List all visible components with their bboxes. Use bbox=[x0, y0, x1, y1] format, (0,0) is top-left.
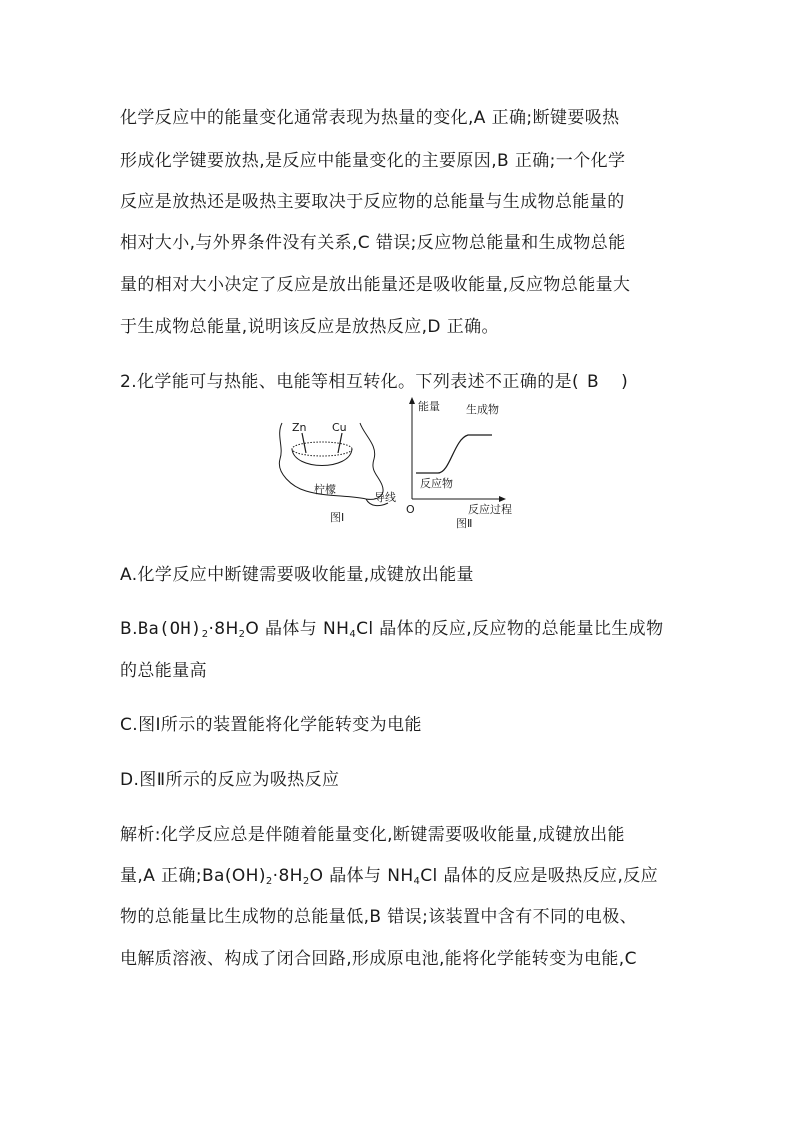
analysis-line-3: 物的总能量比生成物的总能量低,B 错误;该装置中含有不同的电极、 bbox=[120, 907, 637, 927]
analysis-sub-2b: 2 bbox=[302, 876, 310, 887]
y-axis-arrow bbox=[409, 397, 415, 404]
product-label: 生成物 bbox=[466, 403, 499, 416]
wire-label: 导线 bbox=[374, 491, 396, 504]
figure-1-lemon-cell bbox=[279, 421, 396, 524]
x-axis-arrow bbox=[499, 496, 506, 502]
option-b-o: O 晶体与 NH bbox=[245, 619, 350, 639]
figure-2-caption: 图Ⅱ bbox=[456, 517, 473, 530]
text-line-1: 化学反应中的能量变化通常表现为热量的变化,A 正确;断键要吸热 bbox=[120, 108, 620, 128]
text-line-4: 相对大小,与外界条件没有关系,C 错误;反应物总能量和生成物总能 bbox=[120, 233, 626, 253]
text-line-6: 于生成物总能量,说明该反应是放热反应,D 正确。 bbox=[120, 317, 499, 337]
zn-label: Zn bbox=[292, 421, 307, 434]
y-axis-label: 能量 bbox=[418, 400, 440, 413]
question-close: ) bbox=[621, 372, 629, 392]
option-b-prefix: B. bbox=[120, 619, 138, 639]
option-c: C.图Ⅰ所示的装置能将化学能转变为电能 bbox=[120, 715, 422, 735]
analysis-line-2-b: ·8H bbox=[272, 866, 303, 886]
option-b-mid: ·8H bbox=[208, 619, 239, 639]
analysis-line-2 bbox=[120, 866, 658, 886]
lemon-label: 柠檬 bbox=[314, 483, 336, 496]
question-stem bbox=[120, 372, 628, 392]
option-b-formula-ba: Ba(OH) bbox=[137, 619, 202, 639]
option-d: D.图Ⅱ所示的反应为吸热反应 bbox=[120, 770, 340, 790]
analysis-line-4: 电解质溶液、构成了闭合回路,形成原电池,能将化学能转变为电能,C bbox=[120, 949, 637, 969]
text-line-3: 反应是放热还是吸热主要取决于反应物的总能量与生成物总能量的 bbox=[120, 192, 625, 212]
option-b-line-2: 的总能量高 bbox=[120, 661, 207, 681]
option-b-rest: Cl 晶体的反应,反应物的总能量比生成物 bbox=[356, 619, 664, 639]
option-b-sub-4: 4 bbox=[349, 629, 357, 640]
figure-2-energy-chart bbox=[406, 397, 512, 530]
question-figure bbox=[270, 395, 530, 535]
analysis-sub-2: 2 bbox=[265, 876, 273, 887]
analysis-sub-4: 4 bbox=[413, 876, 421, 887]
option-b bbox=[120, 619, 663, 639]
beaker-body bbox=[292, 449, 352, 466]
analysis-line-1: 解析:化学反应总是伴随着能量变化,断键需要吸收能量,成键放出能 bbox=[120, 825, 625, 845]
reactant-label: 反应物 bbox=[420, 477, 453, 490]
analysis-line-2-a: 量,A 正确;Ba(OH) bbox=[120, 866, 266, 886]
option-b-sub-2b: 2 bbox=[238, 629, 246, 640]
option-b-sub-2: 2 bbox=[201, 629, 209, 640]
question-text: 2.化学能可与热能、电能等相互转化。下列表述不正确的是( bbox=[120, 372, 580, 392]
figure-1-caption: 图Ⅰ bbox=[330, 511, 345, 524]
analysis-line-2-d: Cl 晶体的反应是吸热反应,反应 bbox=[420, 866, 659, 886]
beaker-rim bbox=[292, 442, 352, 456]
option-a: A.化学反应中断键需要吸收能量,成键放出能量 bbox=[120, 565, 474, 585]
origin-label: O bbox=[406, 503, 415, 516]
question-answer: B bbox=[587, 372, 600, 392]
cu-label: Cu bbox=[332, 421, 347, 434]
analysis-line-2-c: O 晶体与 NH bbox=[309, 866, 414, 886]
text-line-5: 量的相对大小决定了反应是放出能量还是吸收能量,反应物总能量大 bbox=[120, 275, 631, 295]
energy-curve bbox=[416, 435, 492, 473]
text-line-2: 形成化学键要放热,是反应中能量变化的主要原因,B 正确;一个化学 bbox=[120, 151, 626, 171]
x-axis-label: 反应过程 bbox=[468, 503, 512, 516]
